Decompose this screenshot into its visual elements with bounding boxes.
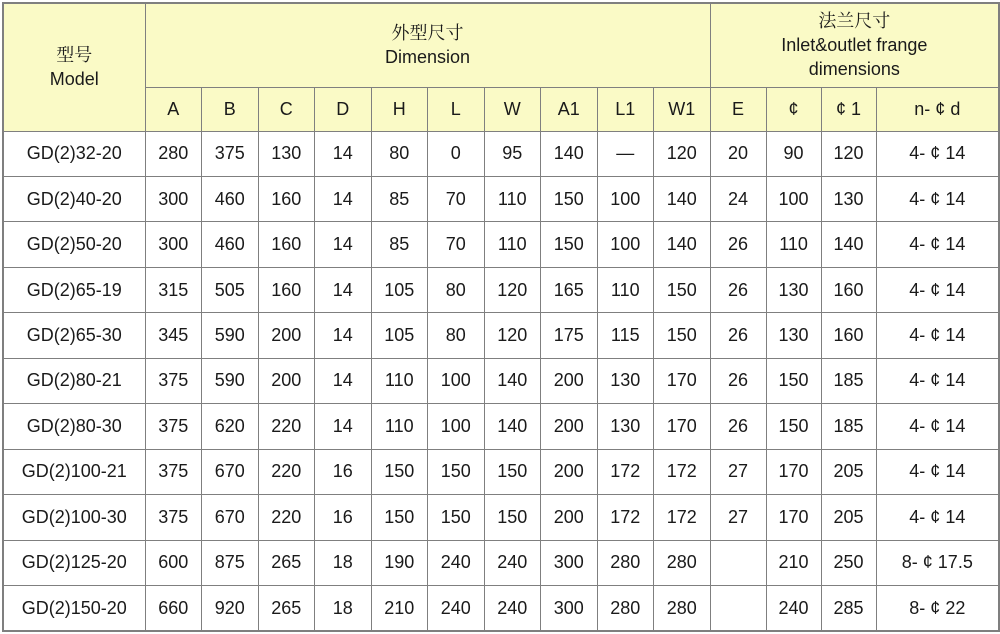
value-cell: 90	[766, 131, 821, 176]
value-cell: 460	[202, 222, 259, 267]
value-cell: 205	[821, 495, 876, 540]
value-cell: 150	[428, 495, 485, 540]
model-cell: GD(2)65-30	[3, 313, 145, 358]
value-cell: 280	[597, 540, 654, 585]
value-cell: 590	[202, 313, 259, 358]
value-cell: 100	[597, 222, 654, 267]
value-cell: 115	[597, 313, 654, 358]
value-cell: 185	[821, 404, 876, 449]
value-cell: 875	[202, 540, 259, 585]
value-cell: 160	[258, 176, 315, 221]
value-cell: 210	[766, 540, 821, 585]
model-cell: GD(2)80-21	[3, 358, 145, 403]
column-header: H	[371, 87, 428, 131]
value-cell: 170	[654, 404, 711, 449]
value-cell: 70	[428, 176, 485, 221]
table-row	[3, 358, 999, 403]
table-row	[3, 586, 999, 631]
value-cell: 14	[315, 131, 372, 176]
value-cell: 110	[484, 222, 541, 267]
value-cell: 160	[821, 267, 876, 312]
model-cell: GD(2)32-20	[3, 131, 145, 176]
model-header-zh: 型号	[56, 44, 93, 65]
value-cell: 375	[145, 495, 202, 540]
value-cell: 110	[371, 404, 428, 449]
value-cell: 100	[428, 358, 485, 403]
header-subcolumn-row	[3, 87, 999, 131]
value-cell: 160	[821, 313, 876, 358]
value-cell: 160	[258, 222, 315, 267]
value-cell: 460	[202, 176, 259, 221]
value-cell: 200	[541, 495, 598, 540]
value-cell: 20	[710, 131, 766, 176]
value-cell: 16	[315, 449, 372, 494]
model-cell: GD(2)50-20	[3, 222, 145, 267]
model-cell: GD(2)125-20	[3, 540, 145, 585]
value-cell	[710, 586, 766, 631]
value-cell: 120	[654, 131, 711, 176]
value-cell: 165	[541, 267, 598, 312]
value-cell: 26	[710, 358, 766, 403]
value-cell: 120	[484, 313, 541, 358]
column-header: L1	[597, 87, 654, 131]
value-cell: 26	[710, 404, 766, 449]
value-cell: 4- ¢ 14	[876, 358, 999, 403]
value-cell: 130	[597, 358, 654, 403]
value-cell: 110	[766, 222, 821, 267]
value-cell: 24	[710, 176, 766, 221]
value-cell: 150	[371, 449, 428, 494]
value-cell: 120	[484, 267, 541, 312]
value-cell: 26	[710, 267, 766, 312]
value-cell: 670	[202, 495, 259, 540]
model-header-en: Model	[49, 69, 99, 90]
value-cell: 105	[371, 313, 428, 358]
value-cell: 95	[484, 131, 541, 176]
column-header: D	[315, 87, 372, 131]
header-group-row	[3, 3, 999, 87]
value-cell: 120	[821, 131, 876, 176]
value-cell: 100	[428, 404, 485, 449]
table-header	[3, 3, 999, 131]
value-cell: 505	[202, 267, 259, 312]
value-cell: 105	[371, 267, 428, 312]
value-cell: 100	[766, 176, 821, 221]
value-cell: 240	[766, 586, 821, 631]
value-cell: 220	[258, 495, 315, 540]
value-cell: 140	[541, 131, 598, 176]
value-cell: 110	[484, 176, 541, 221]
model-cell: GD(2)80-30	[3, 404, 145, 449]
value-cell: 280	[597, 586, 654, 631]
value-cell: 172	[654, 495, 711, 540]
value-cell: 265	[258, 586, 315, 631]
value-cell: 140	[484, 404, 541, 449]
value-cell: 375	[145, 404, 202, 449]
model-cell: GD(2)100-30	[3, 495, 145, 540]
value-cell: 130	[258, 131, 315, 176]
value-cell: 375	[145, 449, 202, 494]
table-row	[3, 131, 999, 176]
value-cell: 375	[202, 131, 259, 176]
value-cell: 4- ¢ 14	[876, 404, 999, 449]
value-cell: 14	[315, 222, 372, 267]
value-cell: 140	[484, 358, 541, 403]
value-cell: 200	[541, 358, 598, 403]
flange-group-zh: 法兰尺寸	[818, 10, 891, 31]
value-cell: 26	[710, 313, 766, 358]
value-cell: 220	[258, 449, 315, 494]
value-cell: 280	[654, 586, 711, 631]
value-cell: 4- ¢ 14	[876, 267, 999, 312]
flange-group-header	[710, 3, 999, 87]
value-cell: 150	[541, 222, 598, 267]
value-cell: 130	[766, 313, 821, 358]
value-cell: 150	[371, 495, 428, 540]
value-cell: 150	[484, 495, 541, 540]
column-header: n- ¢ d	[876, 87, 999, 131]
column-header: ¢	[766, 87, 821, 131]
column-header: B	[202, 87, 259, 131]
value-cell: 150	[484, 449, 541, 494]
value-cell: 80	[428, 267, 485, 312]
value-cell: 300	[541, 540, 598, 585]
value-cell: 150	[766, 358, 821, 403]
value-cell: 265	[258, 540, 315, 585]
value-cell: 14	[315, 176, 372, 221]
model-column-header	[3, 3, 145, 131]
table-body	[3, 131, 999, 631]
dimension-group-header	[145, 3, 710, 87]
value-cell: 0	[428, 131, 485, 176]
value-cell: 300	[541, 586, 598, 631]
value-cell: 300	[145, 176, 202, 221]
value-cell: 620	[202, 404, 259, 449]
value-cell: 240	[484, 586, 541, 631]
value-cell: 8- ¢ 22	[876, 586, 999, 631]
value-cell: 150	[654, 267, 711, 312]
value-cell: 100	[597, 176, 654, 221]
value-cell: —	[597, 131, 654, 176]
value-cell: 170	[654, 358, 711, 403]
value-cell: 190	[371, 540, 428, 585]
value-cell: 26	[710, 222, 766, 267]
value-cell: 27	[710, 449, 766, 494]
value-cell: 300	[145, 222, 202, 267]
value-cell: 172	[597, 495, 654, 540]
value-cell: 4- ¢ 14	[876, 176, 999, 221]
value-cell: 8- ¢ 17.5	[876, 540, 999, 585]
value-cell: 670	[202, 449, 259, 494]
value-cell: 18	[315, 586, 372, 631]
value-cell	[710, 540, 766, 585]
column-header: L	[428, 87, 485, 131]
flange-group-en1: Inlet&outlet frange	[781, 35, 928, 56]
model-cell: GD(2)100-21	[3, 449, 145, 494]
value-cell: 220	[258, 404, 315, 449]
table-row	[3, 313, 999, 358]
table-row	[3, 176, 999, 221]
value-cell: 4- ¢ 14	[876, 131, 999, 176]
value-cell: 150	[428, 449, 485, 494]
value-cell: 200	[541, 449, 598, 494]
value-cell: 150	[766, 404, 821, 449]
value-cell: 150	[654, 313, 711, 358]
column-header: A1	[541, 87, 598, 131]
value-cell: 185	[821, 358, 876, 403]
value-cell: 4- ¢ 14	[876, 495, 999, 540]
value-cell: 375	[145, 358, 202, 403]
value-cell: 170	[766, 449, 821, 494]
value-cell: 70	[428, 222, 485, 267]
value-cell: 600	[145, 540, 202, 585]
value-cell: 140	[654, 176, 711, 221]
value-cell: 130	[597, 404, 654, 449]
column-header: C	[258, 87, 315, 131]
value-cell: 280	[145, 131, 202, 176]
value-cell: 110	[597, 267, 654, 312]
value-cell: 172	[654, 449, 711, 494]
value-cell: 130	[766, 267, 821, 312]
value-cell: 140	[821, 222, 876, 267]
value-cell: 172	[597, 449, 654, 494]
dimension-group-en: Dimension	[385, 47, 471, 68]
value-cell: 170	[766, 495, 821, 540]
table-row	[3, 222, 999, 267]
value-cell: 250	[821, 540, 876, 585]
value-cell: 110	[371, 358, 428, 403]
value-cell: 240	[484, 540, 541, 585]
value-cell: 205	[821, 449, 876, 494]
value-cell: 280	[654, 540, 711, 585]
column-header: W1	[654, 87, 711, 131]
dimension-group-zh: 外型尺寸	[391, 22, 464, 43]
value-cell: 285	[821, 586, 876, 631]
value-cell: 140	[654, 222, 711, 267]
value-cell: 130	[821, 176, 876, 221]
model-cell: GD(2)150-20	[3, 586, 145, 631]
model-cell: GD(2)65-19	[3, 267, 145, 312]
value-cell: 4- ¢ 14	[876, 222, 999, 267]
value-cell: 85	[371, 176, 428, 221]
value-cell: 315	[145, 267, 202, 312]
value-cell: 150	[541, 176, 598, 221]
value-cell: 920	[202, 586, 259, 631]
value-cell: 240	[428, 540, 485, 585]
value-cell: 200	[258, 358, 315, 403]
value-cell: 200	[541, 404, 598, 449]
value-cell: 85	[371, 222, 428, 267]
value-cell: 80	[371, 131, 428, 176]
value-cell: 175	[541, 313, 598, 358]
dimension-spec-table	[2, 2, 1000, 632]
value-cell: 200	[258, 313, 315, 358]
value-cell: 160	[258, 267, 315, 312]
value-cell: 345	[145, 313, 202, 358]
column-header: E	[710, 87, 766, 131]
value-cell: 14	[315, 404, 372, 449]
value-cell: 590	[202, 358, 259, 403]
value-cell: 4- ¢ 14	[876, 313, 999, 358]
column-header: A	[145, 87, 202, 131]
table-row	[3, 449, 999, 494]
value-cell: 14	[315, 267, 372, 312]
table-row	[3, 267, 999, 312]
value-cell: 4- ¢ 14	[876, 449, 999, 494]
value-cell: 16	[315, 495, 372, 540]
table-row	[3, 540, 999, 585]
flange-group-en2: dimensions	[808, 59, 900, 80]
value-cell: 27	[710, 495, 766, 540]
table-row	[3, 404, 999, 449]
value-cell: 660	[145, 586, 202, 631]
column-header: W	[484, 87, 541, 131]
table-row	[3, 495, 999, 540]
value-cell: 210	[371, 586, 428, 631]
value-cell: 14	[315, 313, 372, 358]
value-cell: 80	[428, 313, 485, 358]
model-cell: GD(2)40-20	[3, 176, 145, 221]
column-header: ¢ 1	[821, 87, 876, 131]
value-cell: 18	[315, 540, 372, 585]
value-cell: 240	[428, 586, 485, 631]
value-cell: 14	[315, 358, 372, 403]
